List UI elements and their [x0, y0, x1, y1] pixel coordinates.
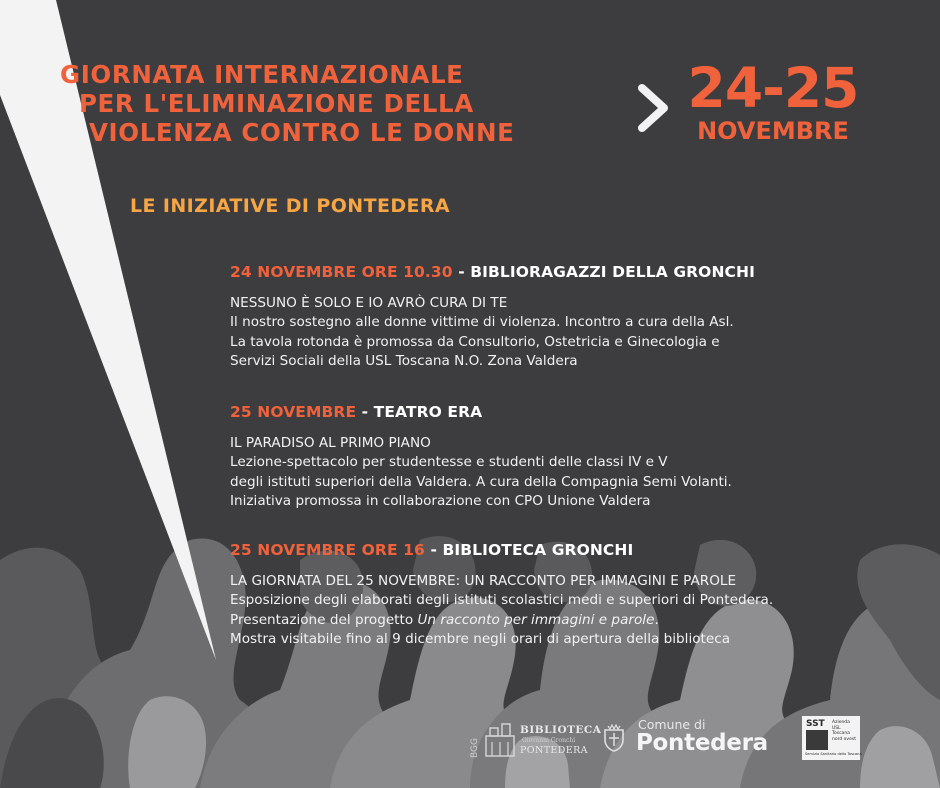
event-item [230, 402, 920, 512]
usl-toscana-logo [802, 716, 860, 760]
event-time: ORE 10.30 [361, 263, 453, 281]
event-place: - BIBLIORAGAZZI DELLA GRONCHI [458, 263, 755, 281]
event-date: 25 NOVEMBRE [230, 541, 357, 559]
event-text-line: Iniziativa promossa in collaborazione con CPO Unione Valdera [230, 493, 651, 510]
bgg-label-3: PONTEDERA [520, 745, 588, 756]
project-prefix: Presentazione del progetto [230, 611, 418, 628]
event-description [230, 294, 920, 372]
date-range: 24-25 [687, 56, 859, 120]
event-date: 24 NOVEMBRE [230, 263, 357, 281]
subtitle: LE INIZIATIVE DI PONTEDERA [130, 195, 451, 217]
date-month: NOVEMBRE [697, 117, 849, 145]
event-heading [230, 540, 920, 560]
event-description [230, 572, 920, 650]
event-text-line: Il nostro sostegno alle donne vittime di violenza. Incontro a cura della Asl. [230, 314, 734, 331]
sst-azienda: Azienda USL Toscana nord ovest [832, 720, 856, 742]
bgg-vertical-text: BGG [470, 738, 480, 758]
event-time: ORE 16 [361, 541, 425, 559]
biblioteca-gronchi-logo [468, 718, 602, 762]
title-line-3: VIOLENZA CONTRO LE DONNE [89, 118, 515, 147]
event-text-line [230, 611, 920, 630]
title-line-2: PER L'ELIMINAZIONE DELLA [79, 89, 474, 118]
partner-logos [468, 712, 868, 772]
event-item [230, 540, 920, 650]
event-name: NESSUNO È SOLO E IO AVRÒ CURA DI TE [230, 295, 508, 311]
project-title: Un racconto per immagini e parole [417, 611, 655, 628]
bgg-vertical-mark [468, 722, 480, 760]
event-date: 25 NOVEMBRE [230, 403, 357, 421]
chevron-right-icon [636, 82, 670, 134]
event-text-line: Mostra visitabile fino al 9 dicembre negli orari di apertura della biblioteca [230, 631, 731, 648]
comune-pontedera-logo [602, 716, 792, 760]
sst-servizio: Servizio Sanitario della Toscana [805, 752, 862, 756]
event-description [230, 434, 920, 512]
event-text-line: Esposizione degli elaborati degli istituti scolastici medi e superiori di Pontedera. [230, 592, 774, 609]
event-title [60, 60, 514, 147]
event-heading [230, 262, 920, 282]
event-place: - TEATRO ERA [361, 403, 483, 421]
bgg-label-2: Giovanni Gronchi [522, 737, 576, 744]
event-heading [230, 402, 920, 422]
event-text-line: Lezione-spettacolo per studentesse e studenti delle classi IV e V [230, 454, 668, 471]
event-name: LA GIORNATA DEL 25 NOVEMBRE: UN RACCONTO PER IMMAGINI E PAROLE [230, 573, 737, 589]
library-building-icon [484, 722, 516, 758]
event-text-line: La tavola rotonda è promossa da Consultorio, Ostetricia e Ginecologia e [230, 333, 720, 350]
event-text-line: Servizi Sociali della USL Toscana N.O. Zona Valdera [230, 353, 578, 370]
sst-mark [806, 730, 828, 750]
title-line-1: GIORNATA INTERNAZIONALE [60, 60, 464, 89]
comune-name: Pontedera [636, 730, 768, 756]
event-text-line: degli istituti superiori della Valdera. A cura della Compagnia Semi Volanti. [230, 473, 732, 490]
event-item [230, 262, 920, 372]
sst-label: SST [806, 719, 825, 729]
event-place: - BIBLIOTECA GRONCHI [430, 541, 634, 559]
crest-icon [602, 724, 626, 752]
bgg-label-1: BIBLIOTECA [520, 724, 602, 736]
project-suffix: . [654, 611, 659, 628]
comune-label: Comune di [638, 717, 706, 732]
event-name: IL PARADISO AL PRIMO PIANO [230, 435, 431, 451]
